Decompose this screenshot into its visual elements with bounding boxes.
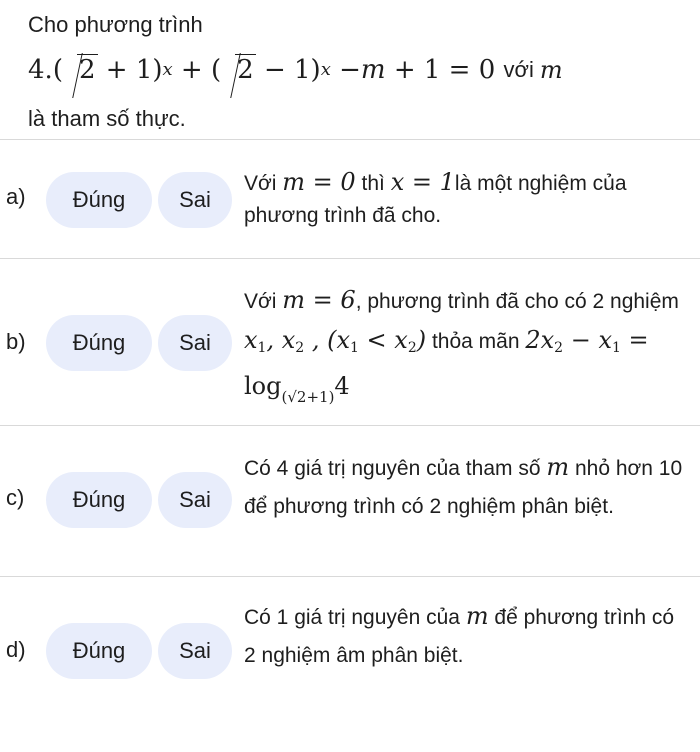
item-letter: b) xyxy=(6,329,26,354)
true-button-b[interactable]: Đúng xyxy=(46,315,152,371)
item-letter: a) xyxy=(6,184,26,209)
statement-text: Với m = 6, phương trình đã cho có 2 nghiệm $x_1$, $x_2$ , $(x_1 < x_2)$ thỏa mãn $2x_2 - x_1 = \log_{(√2+1)}4$ xyxy=(244,286,679,406)
true-button-c[interactable]: Đúng xyxy=(46,472,152,528)
item-letter: c) xyxy=(6,485,25,510)
question-number: 4. xyxy=(28,54,53,85)
statement-a xyxy=(0,140,700,258)
false-button-b[interactable]: Sai xyxy=(158,315,232,371)
false-button-c[interactable]: Sai xyxy=(158,472,232,528)
statement-text: Có 1 giá trị nguyên của m để phương trình có 2 nghiệm âm phân biệt. xyxy=(244,602,675,667)
sqrt-symbol: 2 xyxy=(223,47,256,92)
true-button-a[interactable]: Đúng xyxy=(46,172,152,228)
question-intro: Cho phương trình xyxy=(28,12,203,38)
question-equation: 4. ( 2 + 1) x + ( 2 − 1) x − m + 1 = 0 với m xyxy=(28,42,688,98)
item-letter: d) xyxy=(6,637,26,662)
question-closing: là tham số thực. xyxy=(28,106,186,132)
true-button-d[interactable]: Đúng xyxy=(46,623,152,679)
statement-b xyxy=(0,259,700,425)
statement-text: Với m = 0 thì x = 1là một nghiệm của phương trình đã cho. xyxy=(244,168,627,227)
statement-text: Có 4 giá trị nguyên của tham số m nhỏ hơn 10 để phương trình có 2 nghiệm phân biệt. xyxy=(244,453,683,518)
question-block xyxy=(28,8,688,140)
false-button-a[interactable]: Sai xyxy=(158,172,232,228)
false-button-d[interactable]: Sai xyxy=(158,623,232,679)
statement-c xyxy=(0,426,700,576)
sqrt-symbol: 2 xyxy=(65,47,98,92)
statement-d xyxy=(0,577,700,727)
